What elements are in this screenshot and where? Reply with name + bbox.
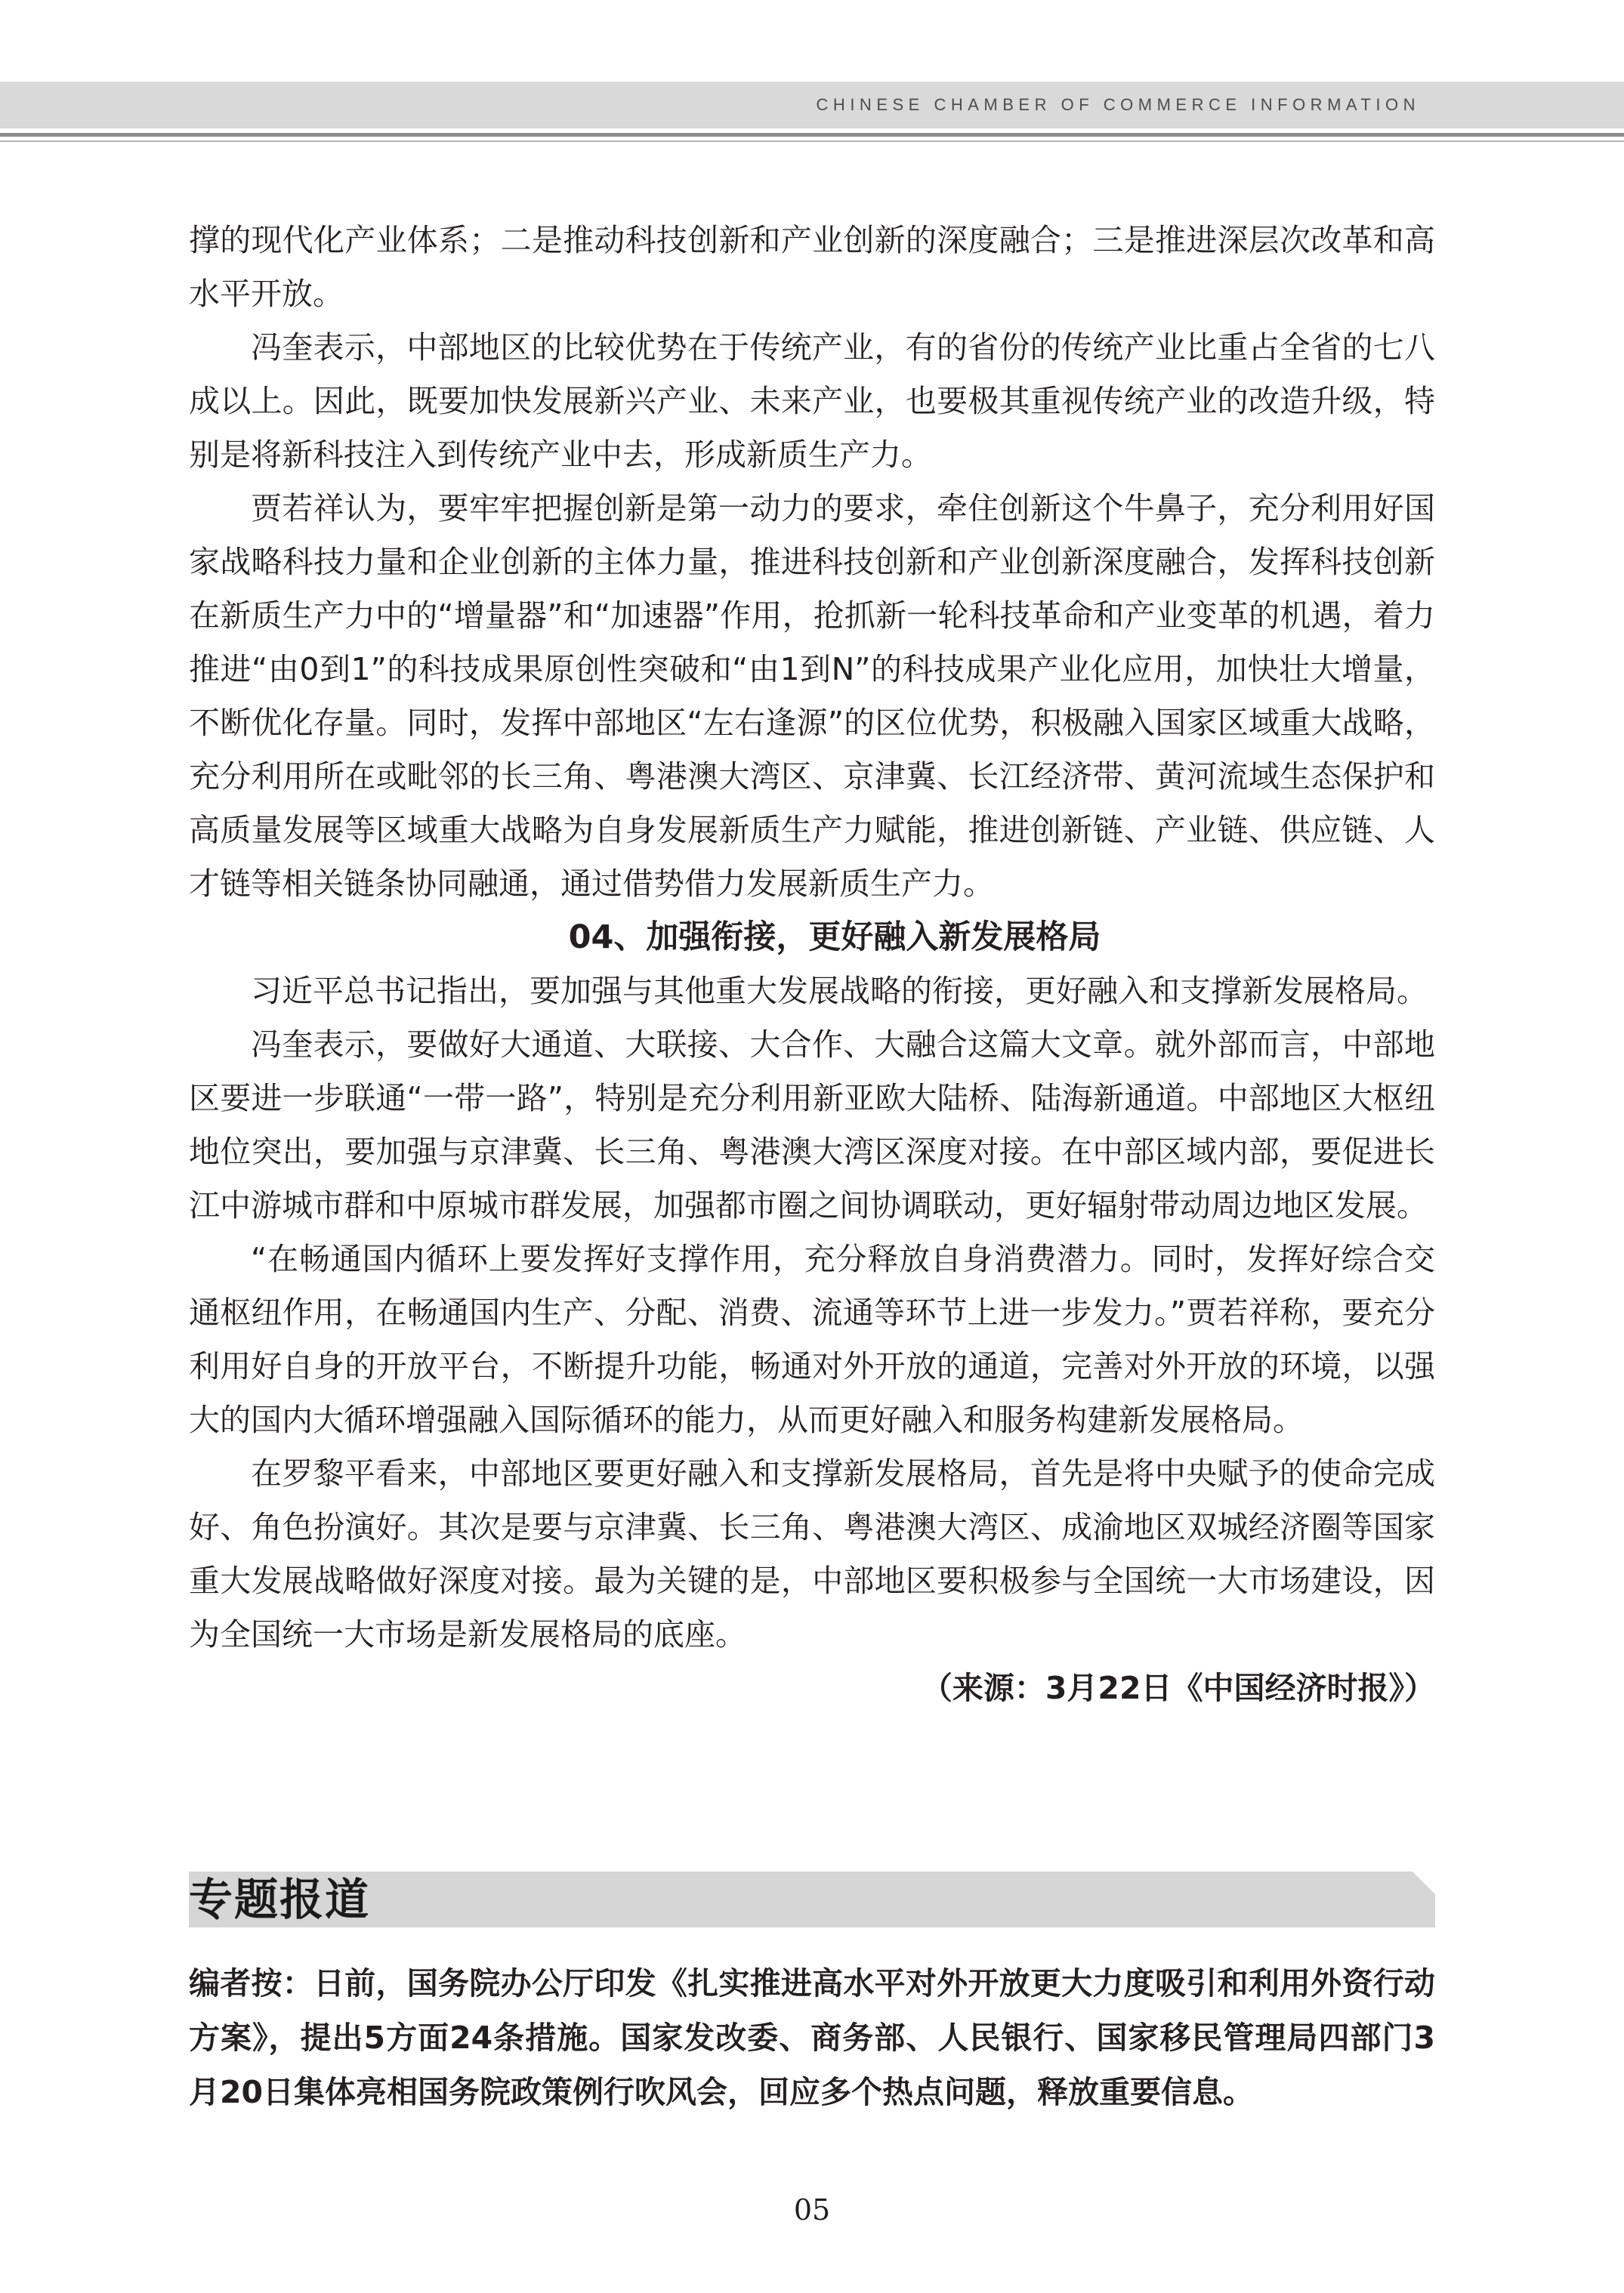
paragraph: 习近平总书记指出，要加强与其他重大发展战略的衔接，更好融入和支撑新发展格局。 bbox=[251, 973, 1428, 1009]
paragraph: 冯奎表示，要做好大通道、大联接、大合作、大融合这篇大文章。就外部而言，中部地区要进一步联通“一带一路”，特别是充分利用新亚欧大陆桥、陆海新通道。中部地区大枢纽地位突出，要加强与京津冀、长三角、粤港澳大湾区深度对接。在中部区域内部，要促进长江中游城市群和中原城市群发展，加强都市圈之间协调联动，更好辐射带动周边地区发展。 bbox=[189, 1026, 1435, 1224]
paragraph: “在畅通国内循环上要发挥好支撑作用，充分释放自身消费潜力。同时，发挥好综合交通枢纽作用，在畅通国内生产、分配、消费、流通等环节上进一步发力。”贾若祥称，要充分利用好自身的开放平台，不断提升功能，畅通对外开放的通道，完善对外开放的环境，以强大的国内大循环增强融入国际循环的能力，从而更好融入和服务构建新发展格局。 bbox=[189, 1241, 1435, 1438]
header-rule bbox=[0, 133, 1624, 137]
section-heading: 04、加强衔接，更好融入新发展格局 bbox=[568, 918, 1101, 956]
title-bar-shape bbox=[189, 1872, 1435, 1927]
paragraph: 贾若祥认为，要牢牢把握创新是第一动力的要求，牵住创新这个牛鼻子，充分利用好国家战略科技力量和企业创新的主体力量，推进科技创新和产业创新深度融合，发挥科技创新在新质生产力中的“增量器”和“加速器”作用，抢抓新一轮科技革命和产业变革的机遇，着力推进“由0到1”的科技成果原创性突破和“由1到N”的科技成果产业化应用，加快壮大增量，不断优化存量。同时，发挥中部地区“左右逢源”的区位优势，积极融入国家区域重大战略，充分利用所在或毗邻的长三角、粤港澳大湾区、京津冀、长江经济带、黄河流域生态保护和高质量发展等区域重大战略为自身发展新质生产力赋能，推进创新链、产业链、供应链、人才链等相关链条协同融通，通过借势借力发展新质生产力。 bbox=[189, 490, 1435, 902]
section-title-bar bbox=[189, 1872, 1435, 1927]
article-body bbox=[189, 214, 1435, 1715]
source-citation: （来源：3月22日《中国经济时报》） bbox=[921, 1670, 1435, 1706]
page-number: 05 bbox=[793, 2193, 831, 2227]
header-rule-thin bbox=[0, 140, 1624, 142]
paragraph: 撑的现代化产业体系；二是推动科技创新和产业创新的深度融合；三是推进深层次改革和高水平开放。 bbox=[189, 222, 1435, 312]
paragraph: 在罗黎平看来，中部地区要更好融入和支撑新发展格局，首先是将中央赋予的使命完成好、角色扮演好。其次是要与京津冀、长三角、粤港澳大湾区、成渝地区双城经济圈等国家重大发展战略做好深度对接。最为关键的是，中部地区要积极参与全国统一大市场建设，因为全国统一大市场是新发展格局的底座。 bbox=[189, 1455, 1435, 1653]
editor-note: 编者按：日前，国务院办公厅印发《扎实推进高水平对外开放更大力度吸引和利用外资行动方案》，提出5方面24条措施。国家发改委、商务部、人民银行、国家移民管理局四部门3月20日集体亮相国务院政策例行吹风会，回应多个热点问题，释放重要信息。 bbox=[189, 1965, 1435, 2110]
paragraph: 冯奎表示，中部地区的比较优势在于传统产业，有的省份的传统产业比重占全省的七八成以上。因此，既要加快发展新兴产业、未来产业，也要极其重视传统产业的改造升级，特别是将新科技注入到传统产业中去，形成新质生产力。 bbox=[189, 329, 1435, 473]
special-section-title: 专题报道 bbox=[189, 1874, 371, 1925]
running-header: CHINESE CHAMBER OF COMMERCE INFORMATION bbox=[816, 95, 1420, 114]
